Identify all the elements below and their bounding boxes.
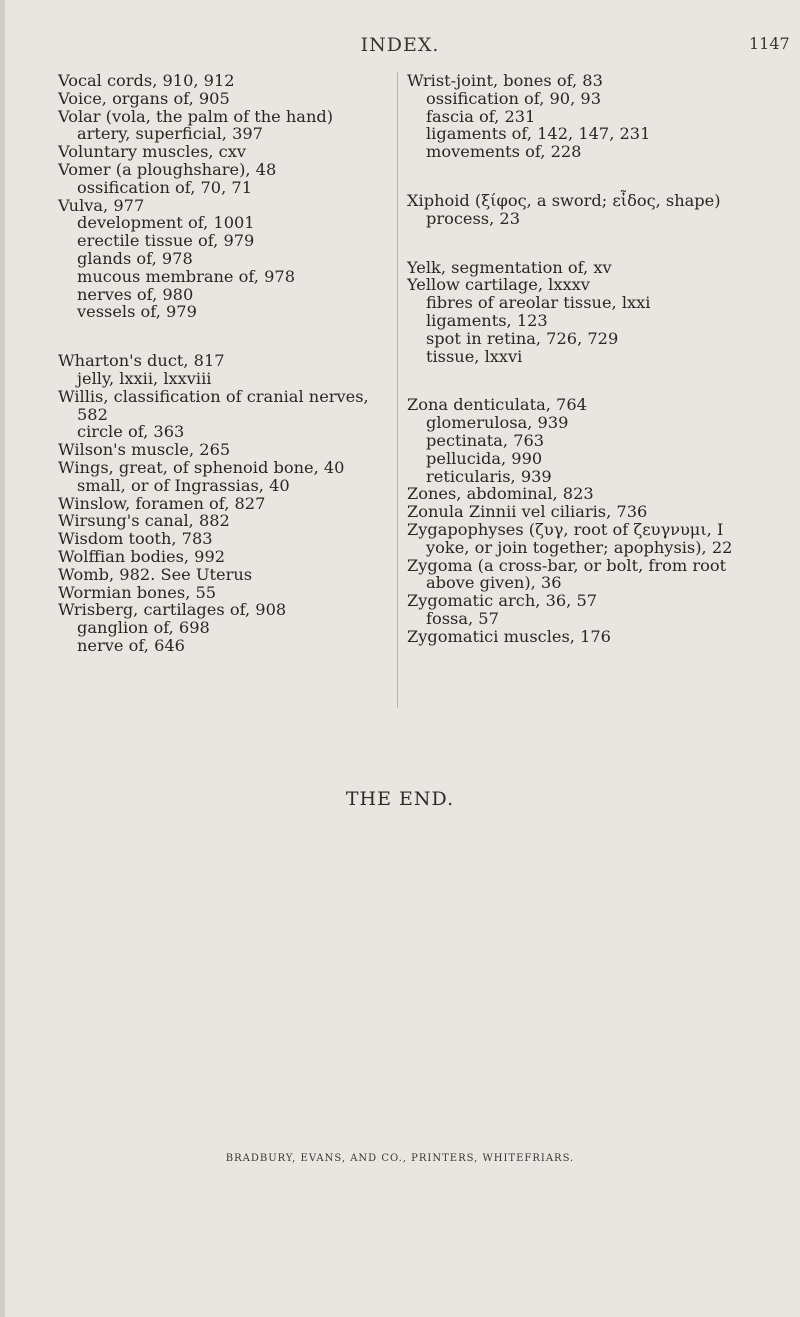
index-subentry: tissue, lxxvi — [426, 346, 523, 366]
index-entry: Vomer (a ploughshare), 48 — [58, 159, 277, 179]
index-entry: Xiphoid (ξίφος, a sword; εἶδος, shape) process, 23 — [407, 190, 721, 228]
section-gap — [407, 161, 737, 192]
section-gap — [407, 228, 737, 259]
index-entry: Voluntary muscles, cxv — [58, 142, 247, 162]
index-subentry: small, or of Ingrassias, 40 — [77, 475, 290, 495]
index-subentry: ligaments, 123 — [426, 310, 548, 330]
index-entry: Wrist-joint, bones of, 83 — [407, 71, 603, 90]
index-subentry: vessels of, 979 — [77, 302, 197, 322]
index-entry: Wings, great, of sphenoid bone, 40 — [58, 457, 345, 477]
index-entry: Wilson's muscle, 265 — [58, 440, 231, 460]
printer-imprint: BRADBURY, EVANS, AND CO., PRINTERS, WHITEFRIARS. — [225, 1153, 575, 1164]
index-entry: Zonula Zinnii vel ciliaris, 736 — [407, 502, 648, 522]
index-subentry: pectinata, 763 — [426, 430, 545, 450]
index-subentry: glomerulosa, 939 — [426, 413, 569, 433]
index-entry: Zones, abdominal, 823 — [407, 484, 594, 504]
index-subentry: jelly, lxxii, lxxviii — [77, 368, 212, 388]
index-subentry: nerves of, 980 — [77, 284, 194, 304]
index-subentry: nerve of, 646 — [77, 635, 185, 655]
index-subentry: ossification of, 70, 71 — [77, 177, 252, 197]
index-entry: Womb, 982. See Uterus — [58, 564, 253, 584]
index-subentry: spot in retina, 726, 729 — [426, 328, 619, 348]
index-entry: Vulva, 977 — [58, 195, 145, 215]
index-subentry: erectile tissue of, 979 — [77, 231, 255, 251]
index-entry: Vocal cords, 910, 912 — [58, 71, 235, 90]
index-column-right — [407, 72, 737, 646]
index-subentry: mucous membrane of, 978 — [77, 266, 295, 286]
index-entry: Voice, organs of, 905 — [58, 88, 230, 108]
index-subentry: fossa, 57 — [426, 608, 499, 628]
index-entry: Wisdom tooth, 783 — [58, 529, 213, 549]
index-entry: Willis, classification of cranial nerves, 582 — [58, 386, 369, 424]
section-gap — [407, 365, 737, 396]
index-subentry: ganglion of, 698 — [77, 618, 210, 638]
index-entry: Zona denticulata, 764 — [407, 395, 587, 415]
index-subentry: glands of, 978 — [77, 248, 193, 268]
index-subentry: ossification of, 90, 93 — [426, 88, 601, 108]
index-subentry: fibres of areolar tissue, lxxi — [426, 293, 651, 313]
running-header-title: INDEX. — [360, 34, 440, 56]
section-gap — [58, 321, 388, 352]
index-entry: Wormian bones, 55 — [58, 582, 217, 602]
index-subentry: movements of, 228 — [426, 142, 582, 162]
index-subentry: fascia of, 231 — [426, 106, 536, 126]
index-subentry: reticularis, 939 — [426, 466, 552, 486]
column-divider — [397, 72, 398, 708]
index-entry: Volar (vola, the palm of the hand) artery, superficial, 397 — [58, 106, 334, 144]
index-column-left — [58, 72, 388, 655]
index-subentry: pellucida, 990 — [426, 448, 543, 468]
index-entry: Wrisberg, cartilages of, 908 — [58, 600, 287, 620]
index-entry: Yellow cartilage, lxxxv — [407, 275, 590, 295]
index-subentry: development of, 1001 — [77, 213, 255, 233]
index-entry: Zygomatic arch, 36, 57 — [407, 591, 598, 611]
end-text: THE END. — [345, 788, 455, 810]
index-entry: Wharton's duct, 817 — [58, 351, 225, 371]
index-entry: Yelk, segmentation of, xv — [407, 257, 612, 277]
index-entry: Zygomatici muscles, 176 — [407, 626, 611, 646]
index-entry: Wirsung's canal, 882 — [58, 511, 230, 531]
page-edge-shadow — [0, 0, 5, 1317]
index-entry: Zygoma (a cross-bar, or bolt, from root above given), 36 — [407, 555, 727, 593]
index-entry: Zygapophyses (ζυγ, root of ζευγνυμι, I yoke, or join together; apophysis), 22 — [407, 519, 733, 557]
index-subentry: circle of, 363 — [77, 422, 185, 442]
page-number: 1147 — [749, 34, 790, 53]
index-entry: Wolffian bodies, 992 — [58, 546, 226, 566]
index-subentry: ligaments of, 142, 147, 231 — [426, 124, 651, 144]
index-entry: Winslow, foramen of, 827 — [58, 493, 266, 513]
